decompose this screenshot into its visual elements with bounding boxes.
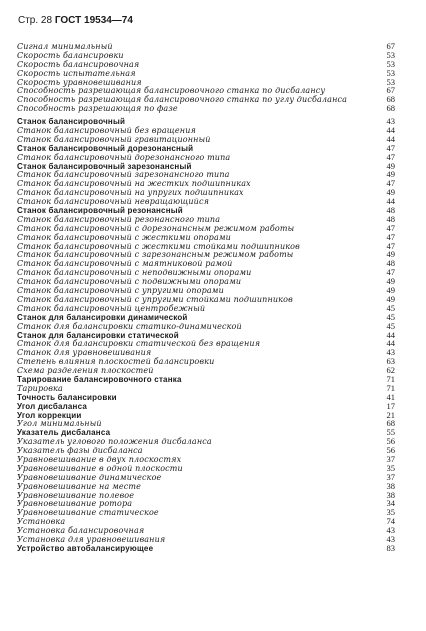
entry-page-number: 53 bbox=[386, 58, 395, 69]
index-entry bbox=[17, 259, 395, 268]
index-entry bbox=[17, 473, 395, 482]
entry-page-number: 17 bbox=[386, 400, 395, 411]
entry-page-number: 55 bbox=[386, 427, 395, 438]
entry-page-number: 35 bbox=[386, 507, 395, 518]
entry-term: Степень влияния плоскостей балансировки bbox=[17, 357, 215, 367]
index-entry bbox=[17, 286, 395, 295]
index-entry bbox=[17, 375, 395, 384]
entry-page-number: 49 bbox=[386, 276, 395, 287]
index-entry bbox=[17, 277, 395, 286]
entry-page-number: 67 bbox=[386, 85, 395, 96]
entry-term: Станок для балансировки статико-динамической bbox=[17, 321, 242, 331]
entry-term: Станок балансировочный bbox=[17, 117, 126, 127]
entry-page-number: 47 bbox=[386, 240, 395, 251]
entry-term: Тарирование балансировочного станка bbox=[17, 374, 182, 384]
entry-term: Угол коррекции bbox=[17, 410, 82, 420]
entry-page-number: 43 bbox=[386, 347, 395, 358]
index-entry bbox=[17, 78, 395, 87]
entry-term: Станок для балансировки статической bbox=[17, 330, 179, 340]
entry-term: Станок балансировочный с упругими стойками подшипников bbox=[17, 294, 293, 304]
entry-term: Станок балансировочный с дорезонансным режимом работы bbox=[17, 223, 295, 233]
entry-term: Установка bbox=[17, 517, 66, 527]
entry-page-number: 49 bbox=[386, 293, 395, 304]
entry-term: Уравновешивание в одной плоскости bbox=[17, 463, 183, 473]
index-entry bbox=[17, 339, 395, 348]
entry-page-number: 49 bbox=[386, 187, 395, 198]
entry-term: Установка для уравновешивания bbox=[17, 534, 166, 544]
entry-page-number: 53 bbox=[386, 67, 395, 78]
index-entry bbox=[17, 464, 395, 473]
entry-term: Уравновешивание ротора bbox=[17, 499, 133, 509]
entry-term: Указатель фазы дисбаланса bbox=[17, 446, 143, 456]
index-entry bbox=[17, 188, 395, 197]
index-entry bbox=[17, 304, 395, 313]
entry-term: Станок для балансировки статической без вращения bbox=[17, 339, 261, 349]
entry-page-number: 68 bbox=[386, 103, 395, 114]
entry-term: Уравновешивание в двух плоскостях bbox=[17, 454, 182, 464]
entry-page-number: 71 bbox=[386, 382, 395, 393]
entry-term: Схема разделения плоскостей bbox=[17, 366, 154, 376]
entry-page-number: 37 bbox=[386, 453, 395, 464]
entry-term: Станок балансировочный с жесткими стойками подшипников bbox=[17, 241, 300, 251]
index-entry bbox=[17, 144, 395, 153]
entry-page-number: 71 bbox=[386, 373, 395, 384]
entry-term: Установка балансировочная bbox=[17, 526, 145, 536]
index-entry bbox=[17, 366, 395, 375]
entry-term: Станок балансировочный с жесткими опорами bbox=[17, 232, 231, 242]
index-entry bbox=[17, 60, 395, 69]
entry-page-number: 47 bbox=[386, 142, 395, 153]
index-entry bbox=[17, 499, 395, 508]
index-entry bbox=[17, 69, 395, 78]
index-list bbox=[17, 42, 395, 553]
entry-term: Способность разрешающая балансировочного станка по дисбалансу bbox=[17, 86, 326, 96]
entry-term: Устройство автобалансирующее bbox=[17, 543, 154, 553]
entry-term: Станок балансировочный дорезонансный bbox=[17, 143, 194, 153]
entry-page-number: 37 bbox=[386, 471, 395, 482]
index-entry bbox=[17, 268, 395, 277]
entry-page-number: 47 bbox=[386, 231, 395, 242]
index-entry bbox=[17, 95, 395, 104]
entry-page-number: 44 bbox=[386, 329, 395, 340]
entry-term: Уравновешивание статическое bbox=[17, 508, 159, 518]
entry-term: Уравновешивание динамическое bbox=[17, 472, 162, 482]
entry-term: Скорость балансировочная bbox=[17, 59, 140, 69]
index-entry bbox=[17, 206, 395, 215]
entry-term: Станок балансировочный невращающийся bbox=[17, 197, 210, 207]
entry-page-number: 47 bbox=[386, 178, 395, 189]
index-entry bbox=[17, 224, 395, 233]
entry-page-number: 48 bbox=[386, 258, 395, 269]
entry-page-number: 63 bbox=[386, 356, 395, 367]
entry-term: Станок балансировочный центробежный bbox=[17, 303, 206, 313]
entry-page-number: 38 bbox=[386, 489, 395, 500]
entry-term: Станок балансировочный с маятниковой рамой bbox=[17, 259, 233, 269]
index-entry bbox=[17, 126, 395, 135]
entry-page-number: 47 bbox=[386, 267, 395, 278]
entry-page-number: 21 bbox=[386, 409, 395, 420]
index-entry bbox=[17, 117, 395, 126]
entry-term: Указатель дисбаланса bbox=[17, 428, 111, 438]
entry-page-number: 49 bbox=[386, 169, 395, 180]
index-entry bbox=[17, 86, 395, 95]
entry-term: Станок балансировочный на упругих подшипниках bbox=[17, 188, 244, 198]
entry-page-number: 34 bbox=[386, 498, 395, 509]
entry-page-number: 53 bbox=[386, 49, 395, 60]
index-entry bbox=[17, 51, 395, 60]
entry-page-number: 43 bbox=[386, 116, 395, 127]
entry-term: Скорость уравновешивания bbox=[17, 77, 142, 87]
entry-page-number: 48 bbox=[386, 213, 395, 224]
entry-page-number: 44 bbox=[386, 125, 395, 136]
entry-page-number: 44 bbox=[386, 133, 395, 144]
entry-page-number: 44 bbox=[386, 338, 395, 349]
entry-page-number: 83 bbox=[386, 542, 395, 553]
entry-term: Способность разрешающая по фазе bbox=[17, 104, 178, 114]
index-entry bbox=[17, 393, 395, 402]
index-entry bbox=[17, 331, 395, 340]
index-entry bbox=[17, 508, 395, 517]
index-entry bbox=[17, 135, 395, 144]
entry-page-number: 74 bbox=[386, 516, 395, 527]
index-entry bbox=[17, 162, 395, 171]
index-entry bbox=[17, 544, 395, 553]
entry-term: Угол минимальный bbox=[17, 419, 102, 429]
entry-page-number: 53 bbox=[386, 76, 395, 87]
index-entry bbox=[17, 428, 395, 437]
entry-term: Станок балансировочный резонансный bbox=[17, 206, 183, 216]
entry-term: Угол дисбаланса bbox=[17, 401, 87, 411]
index-entry bbox=[17, 322, 395, 331]
index-entry bbox=[17, 411, 395, 420]
index-entry bbox=[17, 517, 395, 526]
entry-page-number: 45 bbox=[386, 311, 395, 322]
entry-term: Станок балансировочный с упругими опорами bbox=[17, 286, 224, 296]
entry-term: Уравновешивание на месте bbox=[17, 481, 142, 491]
standard-number: ГОСТ 19534—74 bbox=[54, 15, 133, 26]
entry-term: Уравновешивание полевое bbox=[17, 490, 135, 500]
entry-page-number: 67 bbox=[386, 41, 395, 51]
index-entry bbox=[17, 295, 395, 304]
entry-page-number: 45 bbox=[386, 302, 395, 313]
index-entry bbox=[17, 104, 395, 113]
entry-page-number: 56 bbox=[386, 436, 395, 447]
index-entry bbox=[17, 215, 395, 224]
entry-term: Станок для балансировки динамической bbox=[17, 312, 188, 322]
entry-term: Станок балансировочный с подвижными опорами bbox=[17, 277, 242, 287]
entry-term: Станок для уравновешивания bbox=[17, 348, 152, 358]
entry-term: Скорость испытательная bbox=[17, 68, 136, 78]
page-header bbox=[18, 15, 133, 26]
entry-term: Станок балансировочный дорезонансного типа bbox=[17, 152, 231, 162]
entry-term: Точность балансировки bbox=[17, 392, 117, 402]
entry-page-number: 68 bbox=[386, 94, 395, 105]
entry-page-number: 56 bbox=[386, 445, 395, 456]
index-entry bbox=[17, 455, 395, 464]
index-entry bbox=[17, 348, 395, 357]
entry-page-number: 62 bbox=[386, 365, 395, 376]
index-entry bbox=[17, 402, 395, 411]
page-label: Стр. 28 bbox=[18, 15, 53, 26]
entry-page-number: 49 bbox=[386, 249, 395, 260]
index-entry bbox=[17, 42, 395, 51]
entry-page-number: 49 bbox=[386, 160, 395, 171]
entry-page-number: 41 bbox=[386, 391, 395, 402]
entry-term: Станок балансировочный зарезонансный bbox=[17, 161, 192, 171]
index-entry bbox=[17, 170, 395, 179]
entry-term: Станок балансировочный зарезонансного типа bbox=[17, 170, 230, 180]
index-entry bbox=[17, 250, 395, 259]
entry-page-number: 38 bbox=[386, 480, 395, 491]
index-entry bbox=[17, 482, 395, 491]
entry-page-number: 35 bbox=[386, 462, 395, 473]
entry-page-number: 43 bbox=[386, 525, 395, 536]
entry-term: Станок балансировочный на жестких подшипниках bbox=[17, 179, 251, 189]
index-entry bbox=[17, 357, 395, 366]
index-entry bbox=[17, 491, 395, 500]
index-entry bbox=[17, 242, 395, 251]
entry-page-number: 68 bbox=[386, 418, 395, 429]
index-entry bbox=[17, 384, 395, 393]
entry-term: Способность разрешающая балансировочного станка по углу дисбаланса bbox=[17, 95, 348, 105]
index-entry bbox=[17, 419, 395, 428]
index-entry bbox=[17, 197, 395, 206]
entry-page-number: 49 bbox=[386, 285, 395, 296]
entry-page-number: 44 bbox=[386, 196, 395, 207]
entry-term: Станок балансировочный с неподвижными опорами bbox=[17, 268, 252, 278]
entry-term: Станок балансировочный без вращения bbox=[17, 126, 196, 136]
entry-term: Станок балансировочный гравитационный bbox=[17, 134, 211, 144]
entry-term: Станок балансировочный с зарезонансным режимом работы bbox=[17, 250, 294, 260]
index-entry bbox=[17, 446, 395, 455]
entry-page-number: 43 bbox=[386, 533, 395, 544]
entry-term: Указатель углового положения дисбаланса bbox=[17, 437, 212, 447]
index-entry bbox=[17, 233, 395, 242]
entry-page-number: 47 bbox=[386, 222, 395, 233]
index-entry bbox=[17, 179, 395, 188]
entry-page-number: 47 bbox=[386, 151, 395, 162]
entry-term: Тарировка bbox=[17, 383, 63, 393]
index-entry bbox=[17, 526, 395, 535]
entry-term: Сигнал минимальный bbox=[17, 42, 113, 51]
index-entry bbox=[17, 535, 395, 544]
entry-term: Станок балансировочный резонансного типа bbox=[17, 214, 221, 224]
entry-term: Скорость балансировки bbox=[17, 50, 124, 60]
index-entry bbox=[17, 313, 395, 322]
entry-page-number: 48 bbox=[386, 205, 395, 216]
index-entry bbox=[17, 153, 395, 162]
index-entry bbox=[17, 437, 395, 446]
entry-page-number: 45 bbox=[386, 320, 395, 331]
